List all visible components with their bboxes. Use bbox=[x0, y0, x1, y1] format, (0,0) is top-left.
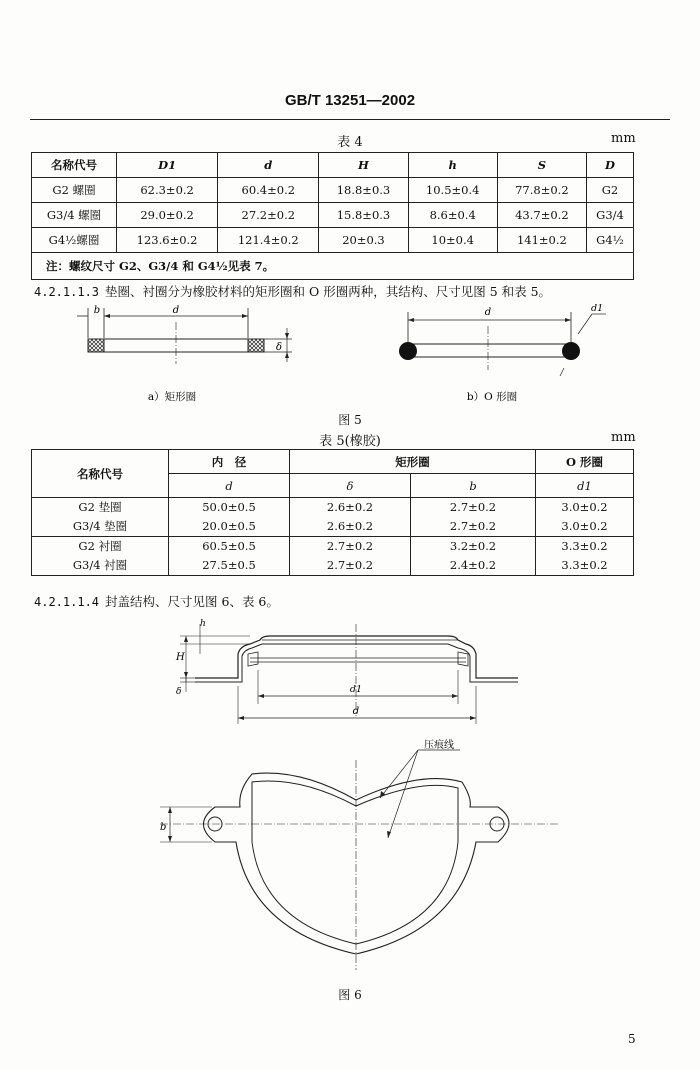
figure5-caption: 图 5 bbox=[338, 413, 362, 427]
table5-cell: 3.2±0.2 2.4±0.2 bbox=[411, 537, 536, 576]
standard-header: GB/T 13251—2002 bbox=[284, 92, 416, 109]
label-H: H bbox=[176, 652, 185, 663]
cap-section-view bbox=[180, 624, 518, 724]
table4-header-cell: h bbox=[408, 153, 497, 178]
table4-cell: 141±0.2 bbox=[497, 228, 586, 253]
table4-cell: 60.4±0.2 bbox=[218, 178, 319, 203]
top-view-arrows bbox=[168, 791, 391, 842]
table4-cell: 121.4±0.2 bbox=[218, 228, 319, 253]
table5-cell: G2 衬圈 G3/4 衬圈 bbox=[32, 537, 169, 576]
table4-cell: 77.8±0.2 bbox=[497, 178, 586, 203]
table4-unit: mm bbox=[611, 131, 636, 146]
table5-caption: 表 5(橡胶) bbox=[319, 434, 381, 449]
table4-cell: 15.8±0.3 bbox=[319, 203, 408, 228]
table-row bbox=[32, 537, 634, 576]
table5-cell: 2.6±0.2 2.6±0.2 bbox=[290, 498, 411, 537]
label-d1: d1 bbox=[349, 684, 363, 695]
label-b: b bbox=[160, 822, 167, 833]
table4-caption: 表 4 bbox=[337, 135, 363, 150]
table5-subheader-cell: δ bbox=[290, 474, 411, 498]
table4-header-row bbox=[32, 153, 634, 178]
page-number: 5 bbox=[628, 1032, 636, 1046]
table5-header-cell: 矩形圈 bbox=[290, 450, 536, 474]
table5-header-cell: O 形圈 bbox=[536, 450, 634, 474]
table5-header-row bbox=[32, 450, 634, 474]
figure6-caption: 图 6 bbox=[338, 988, 362, 1002]
table4-cell: 29.0±0.2 bbox=[117, 203, 218, 228]
label-b: b bbox=[93, 305, 101, 316]
table5-header-cell: 名称代号 bbox=[32, 450, 169, 498]
table5-cell: 50.0±0.5 20.0±0.5 bbox=[169, 498, 290, 537]
table5-header-cell: 内 径 bbox=[169, 450, 290, 474]
label-delta: δ bbox=[275, 342, 283, 353]
table5 bbox=[31, 449, 634, 576]
label-d: d bbox=[172, 305, 180, 316]
o-ring-figure bbox=[399, 312, 606, 376]
table4-cell: 43.7±0.2 bbox=[497, 203, 586, 228]
table4-header-cell: S bbox=[497, 153, 586, 178]
label-crease: 压痕线 bbox=[424, 740, 454, 751]
fig5b-caption: b）O 形圈 bbox=[466, 391, 518, 403]
label-d: d bbox=[484, 307, 492, 318]
table5-cell: 60.5±0.5 27.5±0.5 bbox=[169, 537, 290, 576]
section-4-2-1-1-4 bbox=[34, 592, 279, 610]
table5-cell: 2.7±0.2 2.7±0.2 bbox=[290, 537, 411, 576]
table4-cell: G4½ bbox=[586, 228, 633, 253]
table4-header-cell: H bbox=[319, 153, 408, 178]
table-row bbox=[32, 203, 634, 228]
cap-top-view bbox=[160, 750, 560, 970]
section-4-2-1-1-3 bbox=[34, 282, 551, 300]
table4-cell: 18.8±0.3 bbox=[319, 178, 408, 203]
fig5a-caption: a）矩形圈 bbox=[147, 391, 197, 403]
table5-cell: G2 垫圈 G3/4 垫圈 bbox=[32, 498, 169, 537]
table4-cell: G3/4 bbox=[586, 203, 633, 228]
table4-header-cell: d bbox=[218, 153, 319, 178]
table5-subheader-cell: d1 bbox=[536, 474, 634, 498]
table4-cell: G3/4 螺圈 bbox=[32, 203, 117, 228]
table4-header-cell: D bbox=[586, 153, 633, 178]
table4-cell: G2 螺圈 bbox=[32, 178, 117, 203]
label-h: h bbox=[200, 619, 206, 629]
section-number: 4.2.1.1.3 bbox=[34, 285, 100, 299]
table-row bbox=[32, 498, 634, 537]
table4-cell: 10±0.4 bbox=[408, 228, 497, 253]
table5-cell: 2.7±0.2 2.7±0.2 bbox=[411, 498, 536, 537]
table4-cell: 20±0.3 bbox=[319, 228, 408, 253]
table4-cell: 10.5±0.4 bbox=[408, 178, 497, 203]
section-number: 4.2.1.1.4 bbox=[34, 595, 100, 609]
label-d1: d1 bbox=[591, 303, 604, 314]
table5-subheader-cell: b bbox=[411, 474, 536, 498]
table4-note-row bbox=[32, 253, 634, 280]
table4 bbox=[31, 152, 634, 280]
table-row bbox=[32, 228, 634, 253]
table4-cell: 27.2±0.2 bbox=[218, 203, 319, 228]
figure5-drawing bbox=[0, 300, 700, 410]
table4-cell: G4½螺圈 bbox=[32, 228, 117, 253]
section-text: 封盖结构、尺寸见图 6、表 6。 bbox=[105, 594, 279, 609]
table4-cell: 62.3±0.2 bbox=[117, 178, 218, 203]
table4-note: 注：螺纹尺寸 G2、G3/4 和 G4½见表 7。 bbox=[32, 253, 634, 280]
label-d: d bbox=[352, 706, 360, 717]
section-text: 垫圈、衬圈分为橡胶材料的矩形圈和 O 形圈两种，其结构、尺寸见图 5 和表 5。 bbox=[105, 284, 552, 299]
header-rule bbox=[30, 119, 670, 120]
rect-ring-figure bbox=[77, 308, 292, 364]
table4-cell: 8.6±0.4 bbox=[408, 203, 497, 228]
table4-cell: G2 bbox=[586, 178, 633, 203]
table4-header-cell: 名称代号 bbox=[32, 153, 117, 178]
table-row bbox=[32, 178, 634, 203]
table4-header-cell: D1 bbox=[117, 153, 218, 178]
table5-cell: 3.0±0.2 3.0±0.2 bbox=[536, 498, 634, 537]
figure6-drawing bbox=[0, 610, 700, 980]
table5-unit: mm bbox=[611, 430, 636, 445]
table5-subheader-cell: d bbox=[169, 474, 290, 498]
table5-cell: 3.3±0.2 3.3±0.2 bbox=[536, 537, 634, 576]
label-delta: δ bbox=[176, 687, 182, 697]
table4-cell: 123.6±0.2 bbox=[117, 228, 218, 253]
